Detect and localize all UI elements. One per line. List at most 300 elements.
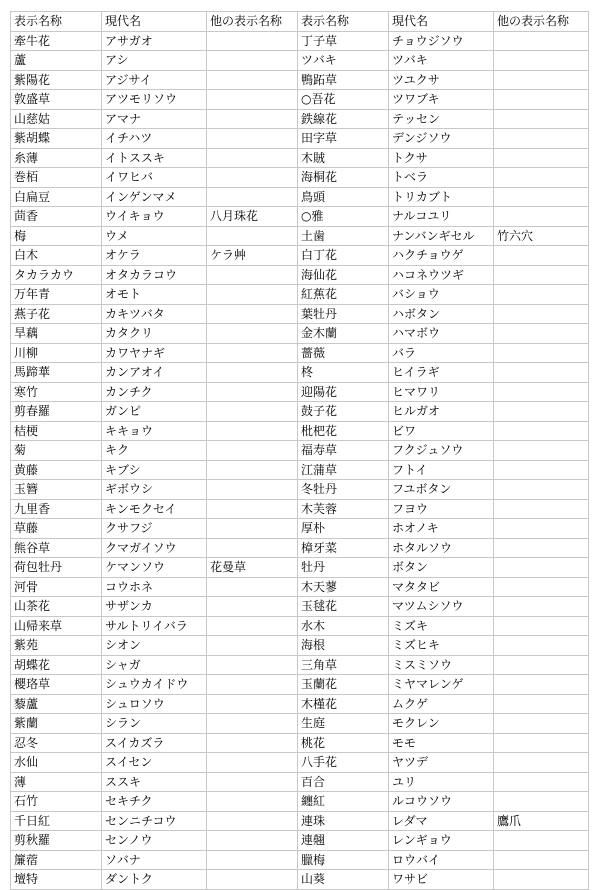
column-header: 現代名 bbox=[102, 12, 207, 32]
display-name-cell: 菊 bbox=[11, 441, 102, 461]
other-name-cell bbox=[207, 70, 298, 90]
modern-name-cell: キキョウ bbox=[102, 421, 207, 441]
display-name-cell: 鼓子花 bbox=[298, 402, 389, 422]
display-name-cell: 壇特 bbox=[11, 870, 102, 890]
table-row bbox=[11, 402, 589, 422]
modern-name-cell: クサフジ bbox=[102, 519, 207, 539]
table-row bbox=[11, 870, 589, 890]
other-name-cell bbox=[494, 31, 589, 51]
table-row bbox=[11, 480, 589, 500]
modern-name-cell: ツバキ bbox=[389, 51, 494, 71]
modern-name-cell: ハコネウツギ bbox=[389, 265, 494, 285]
display-name-cell: 玉蘭花 bbox=[298, 675, 389, 695]
display-name-cell: 山葵 bbox=[298, 870, 389, 890]
other-name-cell bbox=[207, 655, 298, 675]
display-name-cell: 白木 bbox=[11, 246, 102, 266]
table-row bbox=[11, 753, 589, 773]
modern-name-cell: ガンピ bbox=[102, 402, 207, 422]
modern-name-cell: シラン bbox=[102, 714, 207, 734]
modern-name-cell: ミズヒキ bbox=[389, 636, 494, 656]
display-name-cell: 石竹 bbox=[11, 792, 102, 812]
modern-name-cell: カワヤナギ bbox=[102, 343, 207, 363]
display-name-cell: 紅蕉花 bbox=[298, 285, 389, 305]
other-name-cell bbox=[494, 246, 589, 266]
display-name-cell: 土歯 bbox=[298, 226, 389, 246]
other-name-cell bbox=[207, 285, 298, 305]
other-name-cell bbox=[207, 772, 298, 792]
other-name-cell bbox=[494, 850, 589, 870]
display-name-cell: 樟牙菜 bbox=[298, 538, 389, 558]
modern-name-cell: レダマ bbox=[389, 811, 494, 831]
other-name-cell bbox=[207, 499, 298, 519]
modern-name-cell: ヒイラギ bbox=[389, 363, 494, 383]
display-name-cell: 木芙蓉 bbox=[298, 499, 389, 519]
display-name-cell: 白扁豆 bbox=[11, 187, 102, 207]
display-name-cell: 生庭 bbox=[298, 714, 389, 734]
table-row bbox=[11, 675, 589, 695]
other-name-cell bbox=[207, 31, 298, 51]
other-name-cell bbox=[494, 70, 589, 90]
display-name-cell: 万年青 bbox=[11, 285, 102, 305]
modern-name-cell: ミズキ bbox=[389, 616, 494, 636]
other-name-cell bbox=[494, 363, 589, 383]
table-row bbox=[11, 129, 589, 149]
display-name-cell: 薔薇 bbox=[298, 343, 389, 363]
modern-name-cell: セキチク bbox=[102, 792, 207, 812]
table-row bbox=[11, 616, 589, 636]
modern-name-cell: ヤツデ bbox=[389, 753, 494, 773]
column-header: 表示名称 bbox=[298, 12, 389, 32]
other-name-cell bbox=[494, 382, 589, 402]
display-name-cell: 木天蓼 bbox=[298, 577, 389, 597]
table-row bbox=[11, 831, 589, 851]
display-name-cell: 千日紅 bbox=[11, 811, 102, 831]
table-row bbox=[11, 31, 589, 51]
modern-name-cell: オモト bbox=[102, 285, 207, 305]
other-name-cell: 八月珠花 bbox=[207, 207, 298, 227]
table-row bbox=[11, 109, 589, 129]
display-name-cell: 迎陽花 bbox=[298, 382, 389, 402]
table-row bbox=[11, 324, 589, 344]
table-row bbox=[11, 694, 589, 714]
modern-name-cell: サザンカ bbox=[102, 597, 207, 617]
other-name-cell bbox=[494, 148, 589, 168]
other-name-cell bbox=[207, 187, 298, 207]
other-name-cell bbox=[494, 519, 589, 539]
other-name-cell bbox=[494, 402, 589, 422]
modern-name-cell: ツワブキ bbox=[389, 90, 494, 110]
display-name-cell: 纏紅 bbox=[298, 792, 389, 812]
table-row bbox=[11, 187, 589, 207]
modern-name-cell: クマガイソウ bbox=[102, 538, 207, 558]
other-name-cell bbox=[494, 694, 589, 714]
other-name-cell bbox=[207, 441, 298, 461]
modern-name-cell: ミスミソウ bbox=[389, 655, 494, 675]
display-name-cell: 鳥頭 bbox=[298, 187, 389, 207]
modern-name-cell: イワヒバ bbox=[102, 168, 207, 188]
display-name-cell: 山帰来草 bbox=[11, 616, 102, 636]
modern-name-cell: トベラ bbox=[389, 168, 494, 188]
other-name-cell bbox=[494, 441, 589, 461]
display-name-cell: 旱藕 bbox=[11, 324, 102, 344]
other-name-cell bbox=[494, 597, 589, 617]
table-row bbox=[11, 363, 589, 383]
display-name-cell: 八手花 bbox=[298, 753, 389, 773]
other-name-cell: 鷹爪 bbox=[494, 811, 589, 831]
modern-name-cell: トリカブト bbox=[389, 187, 494, 207]
modern-name-cell: ワサビ bbox=[389, 870, 494, 890]
other-name-cell bbox=[207, 636, 298, 656]
display-name-cell: 熊谷草 bbox=[11, 538, 102, 558]
other-name-cell bbox=[207, 675, 298, 695]
other-name-cell bbox=[494, 51, 589, 71]
table-row bbox=[11, 343, 589, 363]
other-name-cell bbox=[494, 187, 589, 207]
table-row bbox=[11, 285, 589, 305]
other-name-cell bbox=[207, 402, 298, 422]
other-name-cell bbox=[207, 168, 298, 188]
modern-name-cell: オタカラコウ bbox=[102, 265, 207, 285]
modern-name-cell: ビワ bbox=[389, 421, 494, 441]
modern-name-cell: モクレン bbox=[389, 714, 494, 734]
modern-name-cell: ハマボウ bbox=[389, 324, 494, 344]
modern-name-cell: カタクリ bbox=[102, 324, 207, 344]
modern-name-cell: レンギョウ bbox=[389, 831, 494, 851]
other-name-cell bbox=[207, 324, 298, 344]
other-name-cell bbox=[494, 207, 589, 227]
header-row bbox=[11, 12, 589, 32]
modern-name-cell: チョウジソウ bbox=[389, 31, 494, 51]
table-row bbox=[11, 538, 589, 558]
modern-name-cell: オケラ bbox=[102, 246, 207, 266]
display-name-cell: 牽牛花 bbox=[11, 31, 102, 51]
other-name-cell bbox=[207, 51, 298, 71]
modern-name-cell: キンモクセイ bbox=[102, 499, 207, 519]
other-name-cell bbox=[207, 304, 298, 324]
other-name-cell bbox=[207, 265, 298, 285]
modern-name-cell: トクサ bbox=[389, 148, 494, 168]
display-name-cell: 丁子草 bbox=[298, 31, 389, 51]
display-name-cell: 厚朴 bbox=[298, 519, 389, 539]
display-name-cell: 百合 bbox=[298, 772, 389, 792]
display-name-cell: 巻栢 bbox=[11, 168, 102, 188]
display-name-cell: 忍冬 bbox=[11, 733, 102, 753]
modern-name-cell: センノウ bbox=[102, 831, 207, 851]
modern-name-cell: マツムシソウ bbox=[389, 597, 494, 617]
display-name-cell: 鴨跖草 bbox=[298, 70, 389, 90]
other-name-cell bbox=[207, 109, 298, 129]
display-name-cell: 牡丹 bbox=[298, 558, 389, 578]
table-row bbox=[11, 90, 589, 110]
other-name-cell bbox=[207, 519, 298, 539]
other-name-cell bbox=[494, 753, 589, 773]
display-name-cell: 紫陽花 bbox=[11, 70, 102, 90]
table-row bbox=[11, 226, 589, 246]
column-header: 現代名 bbox=[389, 12, 494, 32]
other-name-cell bbox=[207, 480, 298, 500]
table-row bbox=[11, 265, 589, 285]
display-name-cell: 茴香 bbox=[11, 207, 102, 227]
display-name-cell: 冬牡丹 bbox=[298, 480, 389, 500]
display-name-cell: 蘆 bbox=[11, 51, 102, 71]
display-name-cell: 葉牡丹 bbox=[298, 304, 389, 324]
other-name-cell bbox=[494, 675, 589, 695]
other-name-cell bbox=[494, 460, 589, 480]
other-name-cell bbox=[494, 538, 589, 558]
display-name-cell: 海根 bbox=[298, 636, 389, 656]
table-row bbox=[11, 168, 589, 188]
other-name-cell bbox=[207, 850, 298, 870]
display-name-cell: 柊 bbox=[298, 363, 389, 383]
display-name-cell: 草藤 bbox=[11, 519, 102, 539]
other-name-cell bbox=[207, 460, 298, 480]
other-name-cell bbox=[494, 285, 589, 305]
other-name-cell bbox=[207, 343, 298, 363]
table-row bbox=[11, 733, 589, 753]
modern-name-cell: シオン bbox=[102, 636, 207, 656]
display-name-cell: 簾蓿 bbox=[11, 850, 102, 870]
modern-name-cell: シュロソウ bbox=[102, 694, 207, 714]
display-name-cell: 玉毬花 bbox=[298, 597, 389, 617]
modern-name-cell: ナンバンギセル bbox=[389, 226, 494, 246]
other-name-cell bbox=[207, 694, 298, 714]
modern-name-cell: シャガ bbox=[102, 655, 207, 675]
table-row bbox=[11, 70, 589, 90]
display-name-cell: 福寿草 bbox=[298, 441, 389, 461]
modern-name-cell: テッセン bbox=[389, 109, 494, 129]
display-name-cell: 金木蘭 bbox=[298, 324, 389, 344]
table-row bbox=[11, 558, 589, 578]
other-name-cell bbox=[207, 870, 298, 890]
modern-name-cell: サルトリイバラ bbox=[102, 616, 207, 636]
modern-name-cell: ロウバイ bbox=[389, 850, 494, 870]
other-name-cell bbox=[494, 480, 589, 500]
display-name-cell: 櫻珞草 bbox=[11, 675, 102, 695]
other-name-cell bbox=[494, 90, 589, 110]
modern-name-cell: デンジソウ bbox=[389, 129, 494, 149]
modern-name-cell: ツユクサ bbox=[389, 70, 494, 90]
display-name-cell: タカラカウ bbox=[11, 265, 102, 285]
other-name-cell bbox=[207, 129, 298, 149]
table-row bbox=[11, 51, 589, 71]
modern-name-cell: コウホネ bbox=[102, 577, 207, 597]
other-name-cell bbox=[207, 597, 298, 617]
plant-name-table bbox=[10, 11, 589, 890]
display-name-cell: 山慈姑 bbox=[11, 109, 102, 129]
display-name-cell: 糸薄 bbox=[11, 148, 102, 168]
other-name-cell: ケラ艸 bbox=[207, 246, 298, 266]
other-name-cell bbox=[207, 148, 298, 168]
modern-name-cell: イチハツ bbox=[102, 129, 207, 149]
other-name-cell: 花曼草 bbox=[207, 558, 298, 578]
table-row bbox=[11, 441, 589, 461]
other-name-cell bbox=[207, 226, 298, 246]
display-name-cell: 連珠 bbox=[298, 811, 389, 831]
other-name-cell bbox=[207, 382, 298, 402]
modern-name-cell: アサガオ bbox=[102, 31, 207, 51]
modern-name-cell: カキツバタ bbox=[102, 304, 207, 324]
display-name-cell: 紫胡蝶 bbox=[11, 129, 102, 149]
other-name-cell bbox=[207, 616, 298, 636]
modern-name-cell: ムクゲ bbox=[389, 694, 494, 714]
display-name-cell: ○吾花 bbox=[298, 90, 389, 110]
other-name-cell bbox=[494, 558, 589, 578]
display-name-cell: 荷包牡丹 bbox=[11, 558, 102, 578]
modern-name-cell: ホオノキ bbox=[389, 519, 494, 539]
modern-name-cell: カンチク bbox=[102, 382, 207, 402]
other-name-cell bbox=[494, 129, 589, 149]
other-name-cell bbox=[207, 792, 298, 812]
display-name-cell: 黄藤 bbox=[11, 460, 102, 480]
modern-name-cell: ギボウシ bbox=[102, 480, 207, 500]
other-name-cell bbox=[207, 714, 298, 734]
display-name-cell: 川柳 bbox=[11, 343, 102, 363]
other-name-cell bbox=[207, 733, 298, 753]
modern-name-cell: ヒマワリ bbox=[389, 382, 494, 402]
display-name-cell: 桔梗 bbox=[11, 421, 102, 441]
display-name-cell: 寒竹 bbox=[11, 382, 102, 402]
modern-name-cell: ケマンソウ bbox=[102, 558, 207, 578]
table-row bbox=[11, 792, 589, 812]
table-row bbox=[11, 304, 589, 324]
table-row bbox=[11, 577, 589, 597]
modern-name-cell: キブシ bbox=[102, 460, 207, 480]
other-name-cell bbox=[494, 714, 589, 734]
other-name-cell bbox=[494, 792, 589, 812]
other-name-cell bbox=[207, 811, 298, 831]
other-name-cell bbox=[494, 636, 589, 656]
display-name-cell: 剪秋羅 bbox=[11, 831, 102, 851]
table-row bbox=[11, 246, 589, 266]
display-name-cell: ツバキ bbox=[298, 51, 389, 71]
display-name-cell: 胡蝶花 bbox=[11, 655, 102, 675]
other-name-cell bbox=[494, 655, 589, 675]
other-name-cell bbox=[494, 499, 589, 519]
display-name-cell: 九里香 bbox=[11, 499, 102, 519]
display-name-cell: 海桐花 bbox=[298, 168, 389, 188]
other-name-cell bbox=[207, 831, 298, 851]
modern-name-cell: アマナ bbox=[102, 109, 207, 129]
display-name-cell: 白丁花 bbox=[298, 246, 389, 266]
table-row bbox=[11, 207, 589, 227]
display-name-cell: 桃花 bbox=[298, 733, 389, 753]
modern-name-cell: バラ bbox=[389, 343, 494, 363]
table-row bbox=[11, 460, 589, 480]
display-name-cell: ○雅 bbox=[298, 207, 389, 227]
display-name-cell: 紫苑 bbox=[11, 636, 102, 656]
modern-name-cell: フトイ bbox=[389, 460, 494, 480]
table-row bbox=[11, 382, 589, 402]
display-name-cell: 藜蘆 bbox=[11, 694, 102, 714]
modern-name-cell: ハクチョウゲ bbox=[389, 246, 494, 266]
modern-name-cell: フヨウ bbox=[389, 499, 494, 519]
other-name-cell bbox=[207, 753, 298, 773]
table-row bbox=[11, 148, 589, 168]
modern-name-cell: キク bbox=[102, 441, 207, 461]
display-name-cell: 水木 bbox=[298, 616, 389, 636]
table-body bbox=[11, 12, 589, 890]
display-name-cell: 木槿花 bbox=[298, 694, 389, 714]
modern-name-cell: シュウカイドウ bbox=[102, 675, 207, 695]
modern-name-cell: アジサイ bbox=[102, 70, 207, 90]
modern-name-cell: バショウ bbox=[389, 285, 494, 305]
modern-name-cell: ウメ bbox=[102, 226, 207, 246]
display-name-cell: 枇杷花 bbox=[298, 421, 389, 441]
other-name-cell bbox=[494, 109, 589, 129]
modern-name-cell: モモ bbox=[389, 733, 494, 753]
display-name-cell: 馬蹄華 bbox=[11, 363, 102, 383]
column-header: 他の表示名称 bbox=[494, 12, 589, 32]
modern-name-cell: ヒルガオ bbox=[389, 402, 494, 422]
modern-name-cell: イトススキ bbox=[102, 148, 207, 168]
display-name-cell: 鉄線花 bbox=[298, 109, 389, 129]
display-name-cell: 海仙花 bbox=[298, 265, 389, 285]
display-name-cell: 剪春羅 bbox=[11, 402, 102, 422]
modern-name-cell: カンアオイ bbox=[102, 363, 207, 383]
other-name-cell bbox=[494, 324, 589, 344]
table-row bbox=[11, 499, 589, 519]
table-row bbox=[11, 519, 589, 539]
other-name-cell bbox=[494, 343, 589, 363]
display-name-cell: 玉簪 bbox=[11, 480, 102, 500]
table-row bbox=[11, 772, 589, 792]
table-row bbox=[11, 811, 589, 831]
modern-name-cell: アツモリソウ bbox=[102, 90, 207, 110]
modern-name-cell: フユボタン bbox=[389, 480, 494, 500]
modern-name-cell: ユリ bbox=[389, 772, 494, 792]
modern-name-cell: ウイキョウ bbox=[102, 207, 207, 227]
other-name-cell bbox=[494, 616, 589, 636]
display-name-cell: 水仙 bbox=[11, 753, 102, 773]
table-row bbox=[11, 850, 589, 870]
modern-name-cell: マタタビ bbox=[389, 577, 494, 597]
modern-name-cell: スイセン bbox=[102, 753, 207, 773]
modern-name-cell: ミヤマレンゲ bbox=[389, 675, 494, 695]
display-name-cell: 連翹 bbox=[298, 831, 389, 851]
modern-name-cell: ダントク bbox=[102, 870, 207, 890]
display-name-cell: 敦盛草 bbox=[11, 90, 102, 110]
other-name-cell bbox=[494, 772, 589, 792]
modern-name-cell: センニチコウ bbox=[102, 811, 207, 831]
other-name-cell bbox=[494, 168, 589, 188]
display-name-cell: 薄 bbox=[11, 772, 102, 792]
table-row bbox=[11, 636, 589, 656]
modern-name-cell: スイカズラ bbox=[102, 733, 207, 753]
display-name-cell: 臘梅 bbox=[298, 850, 389, 870]
modern-name-cell: ハボタン bbox=[389, 304, 494, 324]
other-name-cell bbox=[494, 265, 589, 285]
other-name-cell bbox=[207, 577, 298, 597]
other-name-cell bbox=[207, 421, 298, 441]
display-name-cell: 江蒲草 bbox=[298, 460, 389, 480]
other-name-cell: 竹六穴 bbox=[494, 226, 589, 246]
display-name-cell: 木賊 bbox=[298, 148, 389, 168]
other-name-cell bbox=[494, 870, 589, 890]
display-name-cell: 山茶花 bbox=[11, 597, 102, 617]
display-name-cell: 燕子花 bbox=[11, 304, 102, 324]
modern-name-cell: ソバナ bbox=[102, 850, 207, 870]
table-row bbox=[11, 597, 589, 617]
display-name-cell: 三角草 bbox=[298, 655, 389, 675]
modern-name-cell: ススキ bbox=[102, 772, 207, 792]
other-name-cell bbox=[494, 733, 589, 753]
column-header: 他の表示名称 bbox=[207, 12, 298, 32]
other-name-cell bbox=[494, 577, 589, 597]
table-row bbox=[11, 655, 589, 675]
modern-name-cell: ボタン bbox=[389, 558, 494, 578]
other-name-cell bbox=[494, 421, 589, 441]
other-name-cell bbox=[207, 90, 298, 110]
